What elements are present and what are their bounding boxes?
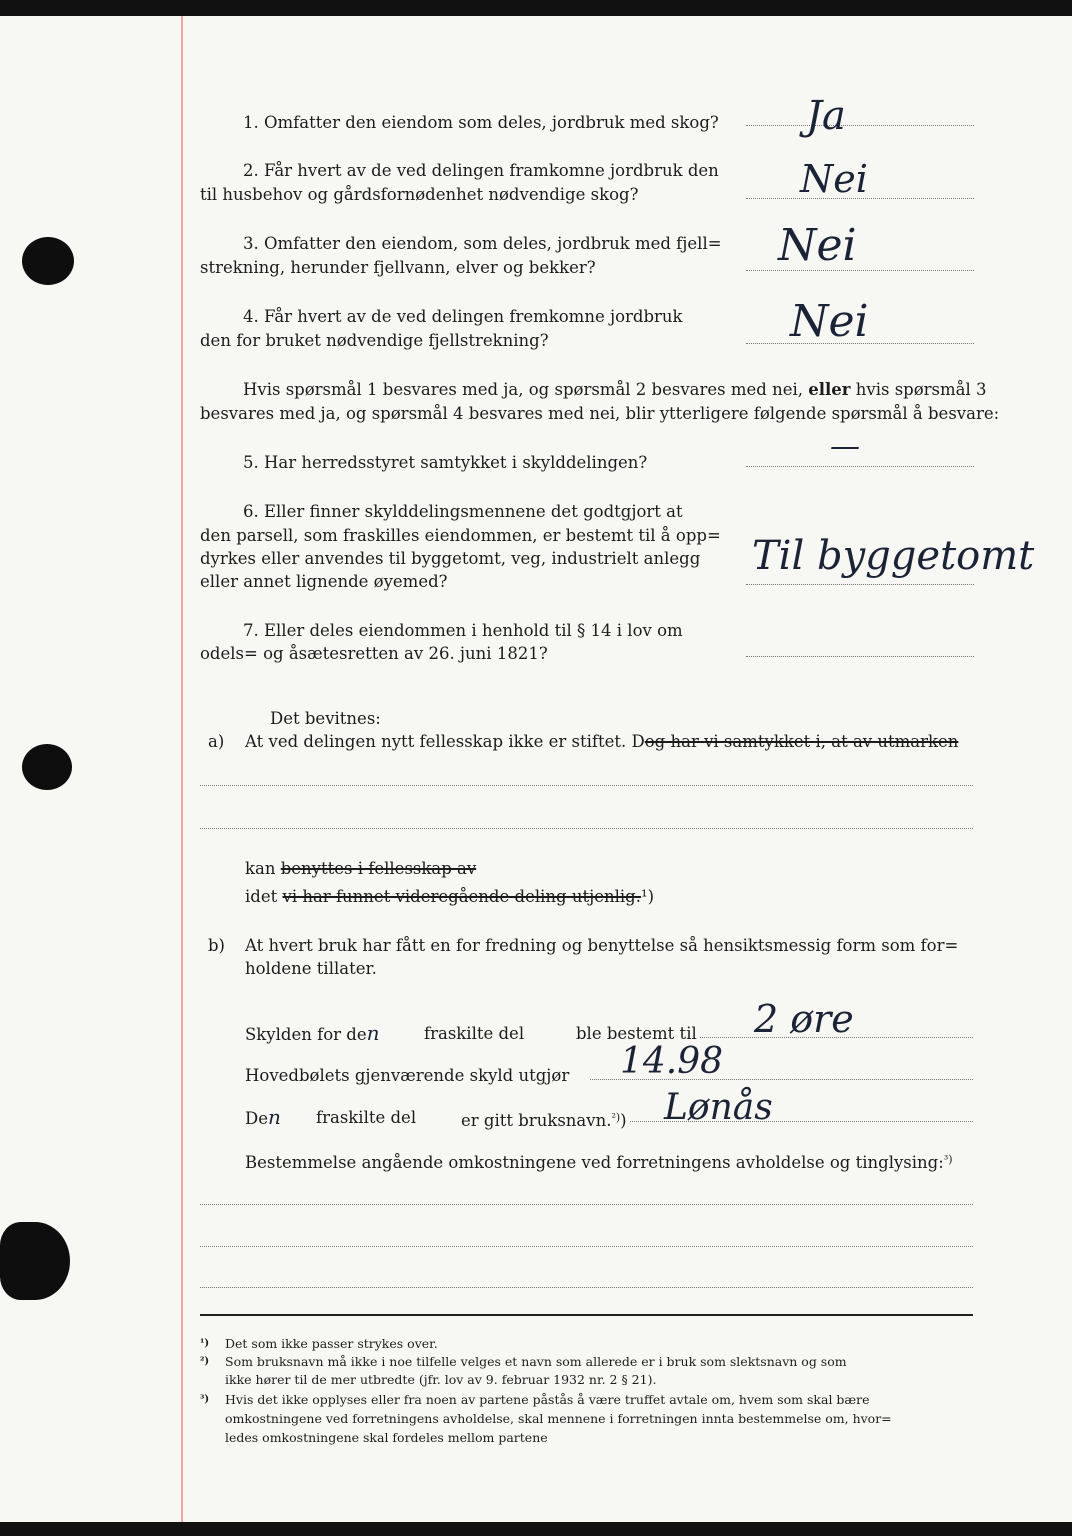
attest-a-struck-text: og har vi samtykket i, at av utmarken bbox=[644, 732, 959, 751]
question-1: 1. Omfatter den eiendom som deles, jordbruk med skog? bbox=[243, 113, 719, 132]
attest-b-line-2: holdene tillater. bbox=[245, 959, 377, 978]
bruksnavn-handwritten: Lønås bbox=[664, 1087, 773, 1128]
question-5: 5. Har herredsstyret samtykket i skylddelingen? bbox=[243, 453, 648, 472]
condition-bold-word: eller bbox=[808, 380, 851, 399]
footnote-2-mark bbox=[200, 1353, 209, 1372]
blank-line-c2 bbox=[200, 1246, 973, 1247]
condition-text-a: Hvis spørsmål 1 besvares med ja, og spørsmål 2 besvares med nei, bbox=[243, 380, 804, 399]
skyld-line-3-c-text: er gitt bruksnavn. bbox=[461, 1111, 612, 1130]
skyld-line-1-fill: n bbox=[366, 1021, 380, 1045]
answer-1-handwritten: Ja bbox=[806, 93, 846, 139]
question-2-line-2: til husbehov og gårdsfornødenhet nødvendige skog? bbox=[200, 185, 639, 204]
skyld-line-3-text: De bbox=[245, 1109, 268, 1128]
blank-line-a2 bbox=[200, 828, 973, 829]
skyld-line-3-fill: n bbox=[268, 1105, 281, 1129]
answer-line-5 bbox=[746, 466, 974, 467]
attest-a-text: At ved delingen nytt fellesskap ikke er stiftet. bbox=[245, 732, 627, 751]
scan-bottom-edge bbox=[0, 1522, 1072, 1536]
question-3-line-2: strekning, herunder fjellvann, elver og bekker? bbox=[200, 258, 596, 277]
footnote-1-mark bbox=[200, 1335, 209, 1354]
attest-a-struck-first: D bbox=[631, 732, 645, 751]
condition-line-1 bbox=[243, 379, 987, 401]
kan-struck-text: benyttes i fellesskap av bbox=[280, 859, 477, 878]
skyld-line-3-note: ²) bbox=[611, 1111, 621, 1124]
idet-struck-text: vi har funnet videregående deling utjenlig. bbox=[282, 887, 641, 906]
answer-6-handwritten: Til byggetomt bbox=[752, 533, 1035, 579]
punch-hole-top bbox=[22, 237, 74, 285]
footnote-1-number: ¹) bbox=[200, 1338, 210, 1349]
footnote-3-line-3: ledes omkostningene skal fordeles mellom partene bbox=[225, 1430, 548, 1445]
question-6-line-4: eller annet lignende øyemed? bbox=[200, 572, 448, 591]
idet-line bbox=[245, 886, 654, 908]
skyld-line-1-a bbox=[245, 1023, 380, 1046]
skyld-line-4-note: ³) bbox=[943, 1153, 953, 1166]
footnote-3-line-2: omkostningene ved forretningens avholdelse, skal mennene i forretningen innta bestemmelse om, hvor= bbox=[225, 1411, 892, 1426]
footnote-3-line-1: Hvis det ikke opplyses eller fra noen av partene påstås å være truffet avtale om, hvem som skal bære bbox=[225, 1392, 870, 1407]
answer-2-handwritten: Nei bbox=[800, 157, 868, 201]
footnote-2-line-1: Som bruksnavn må ikke i noe tilfelle velges et navn som allerede er i bruk som slektsnavn og som bbox=[225, 1354, 847, 1369]
idet-footnote-ref: ¹) bbox=[640, 887, 655, 906]
skyld-line-2: Hovedbølets gjenværende skyld utgjør bbox=[245, 1066, 570, 1085]
scan-top-edge bbox=[0, 0, 1072, 16]
skyld-line-1-text: Skylden for de bbox=[245, 1025, 367, 1044]
punch-hole-middle bbox=[22, 744, 72, 790]
blank-line-c1 bbox=[200, 1204, 973, 1205]
skyld-line-1-c: ble bestemt til bbox=[576, 1024, 697, 1043]
answer-3-handwritten: Nei bbox=[778, 220, 857, 271]
skyld-line-4 bbox=[245, 1149, 953, 1174]
attest-a-line bbox=[245, 731, 958, 753]
answer-line-6 bbox=[746, 584, 974, 585]
question-7-line-2: odels= og åsætesretten av 26. juni 1821? bbox=[200, 644, 548, 663]
footnote-1: Det som ikke passer strykes over. bbox=[225, 1336, 438, 1351]
footnote-2-line-2: ikke hører til de mer utbredte (jfr. lov av 9. februar 1932 nr. 2 § 21). bbox=[225, 1372, 657, 1387]
answer-line-1 bbox=[746, 125, 974, 126]
attest-a-label: a) bbox=[208, 732, 225, 751]
footnote-3-mark bbox=[200, 1391, 209, 1410]
red-margin-line bbox=[181, 16, 183, 1522]
question-2-line-1: 2. Får hvert av de ved delingen framkomne jordbruk den bbox=[243, 161, 719, 180]
question-6-line-3: dyrkes eller anvendes til byggetomt, veg, industrielt anlegg bbox=[200, 549, 701, 568]
answer-line-7 bbox=[746, 656, 974, 657]
remaining-skyld-handwritten: 14.98 bbox=[620, 1041, 724, 1082]
idet-word: idet bbox=[245, 887, 278, 906]
question-3-line-1: 3. Omfatter den eiendom, som deles, jordbruk med fjell= bbox=[243, 234, 722, 253]
attest-b-label: b) bbox=[208, 936, 225, 955]
skyld-line-3-b: fraskilte del bbox=[316, 1108, 417, 1127]
skyld-value-handwritten: 2 øre bbox=[754, 997, 854, 1041]
condition-text-b: hvis spørsmål 3 bbox=[855, 380, 987, 399]
answer-4-handwritten: Nei bbox=[790, 296, 869, 347]
question-6-line-1: 6. Eller finner skylddelingsmennene det godtgjort at bbox=[243, 502, 683, 521]
question-7-line-1: 7. Eller deles eiendommen i henhold til § 14 i lov om bbox=[243, 621, 683, 640]
question-4-line-2: den for bruket nødvendige fjellstrekning? bbox=[200, 331, 549, 350]
blank-line-c3 bbox=[200, 1287, 973, 1288]
footnote-2-number: ²) bbox=[200, 1356, 210, 1367]
kan-word: kan bbox=[245, 859, 276, 878]
skyld-line-1-b: fraskilte del bbox=[424, 1024, 525, 1043]
kan-line bbox=[245, 858, 476, 880]
blank-line-a1 bbox=[200, 785, 973, 786]
attest-b-line-1: At hvert bruk har fått en for fredning og benyttelse så hensiktsmessig form som for= bbox=[245, 936, 959, 955]
skyld-line-3-c: er gitt bruksnavn.$^{^2)}$) bbox=[461, 1111, 627, 1130]
answer-5-handwritten: — bbox=[830, 429, 860, 464]
condition-line-2: besvares med ja, og spørsmål 4 besvares med nei, blir ytterligere følgende spørsmål å besvare: bbox=[200, 404, 1000, 423]
attest-heading: Det bevitnes: bbox=[270, 709, 381, 728]
footnote-rule bbox=[200, 1314, 973, 1316]
skyld-line-3-a bbox=[245, 1107, 281, 1130]
skyld-line-4-text: Bestemmelse angående omkostningene ved forretningens avholdelse og tinglysing: bbox=[245, 1153, 944, 1172]
question-4-line-1: 4. Får hvert av de ved delingen fremkomne jordbruk bbox=[243, 307, 683, 326]
question-6-line-2: den parsell, som fraskilles eiendommen, er bestemt til å opp= bbox=[200, 526, 721, 545]
punch-hole-bottom bbox=[0, 1222, 70, 1300]
footnote-3-number: ³) bbox=[200, 1394, 210, 1405]
